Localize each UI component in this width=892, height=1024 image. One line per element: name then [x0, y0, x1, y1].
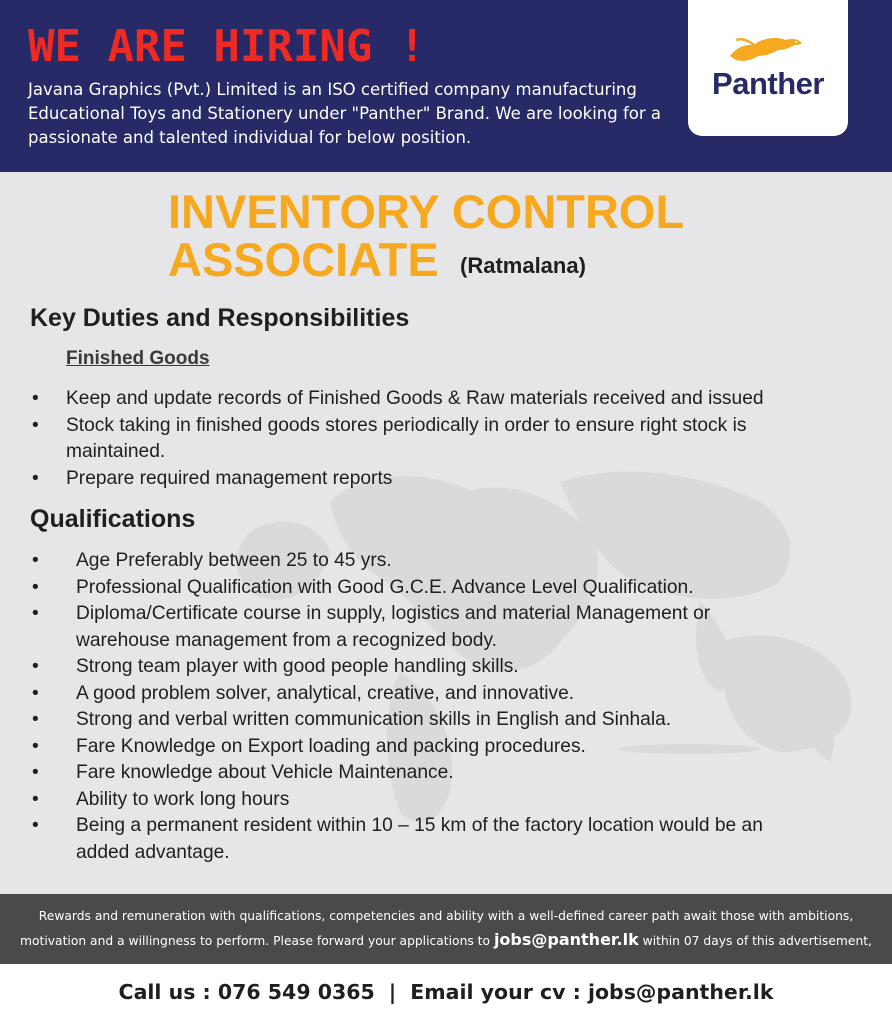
list-item: • Fare Knowledge on Export loading and packing procedures.: [76, 734, 836, 761]
header-banner: [0, 0, 892, 172]
list-item: • Fare knowledge about Vehicle Maintenance.: [76, 760, 836, 787]
list-item: • Keep and update records of Finished Goods & Raw materials received and issued: [66, 386, 866, 413]
footer-line2-suffix: within 07 days of this advertisement,: [638, 934, 872, 948]
footer-line2: [0, 928, 892, 953]
list-item: • Strong and verbal written communication skills in English and Sinhala.: [76, 707, 836, 734]
list-item: • Being a permanent resident within 10 – 15 km of the factory location would be an added advantage.: [76, 813, 816, 866]
list-item: • Diploma/Certificate course in supply, logistics and material Management or warehouse management from a recognized body.: [76, 601, 788, 654]
list-item: • Stock taking in finished goods stores periodically in order to ensure right stock is maintained.: [66, 413, 766, 466]
footer-line1: Rewards and remuneration with qualifications, competencies and ability with a well-defined career path await those with ambitions,: [38, 909, 854, 923]
footer-note: [0, 894, 892, 964]
hiring-headline: WE ARE HIRING !: [28, 21, 426, 72]
company-intro: Javana Graphics (Pvt.) Limited is an ISO certified company manufacturing Educational Toys and Stationery under "Panther" Brand. We are looking for a passionate and talented individual for below position.: [28, 80, 662, 147]
qualifications-heading: Qualifications: [30, 505, 196, 533]
duties-subheading: Finished Goods: [66, 348, 210, 369]
list-item: • A good problem solver, analytical, creative, and innovative.: [76, 681, 836, 708]
list-item: • Ability to work long hours: [76, 787, 836, 814]
email-cv-text: Email your cv : jobs@panther.lk: [410, 980, 774, 1004]
panther-logo: [688, 0, 848, 136]
job-title-line1: INVENTORY CONTROL: [168, 185, 685, 238]
duties-heading: Key Duties and Responsibilities: [30, 304, 410, 332]
panther-cat-icon: [728, 34, 806, 64]
footer-email-link[interactable]: jobs@panther.lk: [493, 930, 639, 949]
list-item: • Prepare required management reports: [66, 466, 866, 493]
contact-separator: |: [388, 980, 397, 1004]
call-us-text: Call us : 076 549 0365: [118, 980, 375, 1004]
footer-line2-text: motivation and a willingness to perform. Please forward your applications to: [20, 934, 494, 948]
qualifications-list: [76, 548, 836, 866]
list-item: • Professional Qualification with Good G.C.E. Advance Level Qualification.: [76, 575, 836, 602]
job-location: (Ratmalana): [460, 253, 586, 278]
logo-wordmark: Panther: [712, 66, 824, 101]
list-item: • Age Preferably between 25 to 45 yrs.: [76, 548, 836, 575]
duties-list: [66, 386, 866, 492]
job-title-line2: ASSOCIATE: [168, 233, 439, 286]
contact-bar: [0, 964, 892, 1024]
job-title: [168, 185, 685, 286]
list-item: • Strong team player with good people handling skills.: [76, 654, 836, 681]
